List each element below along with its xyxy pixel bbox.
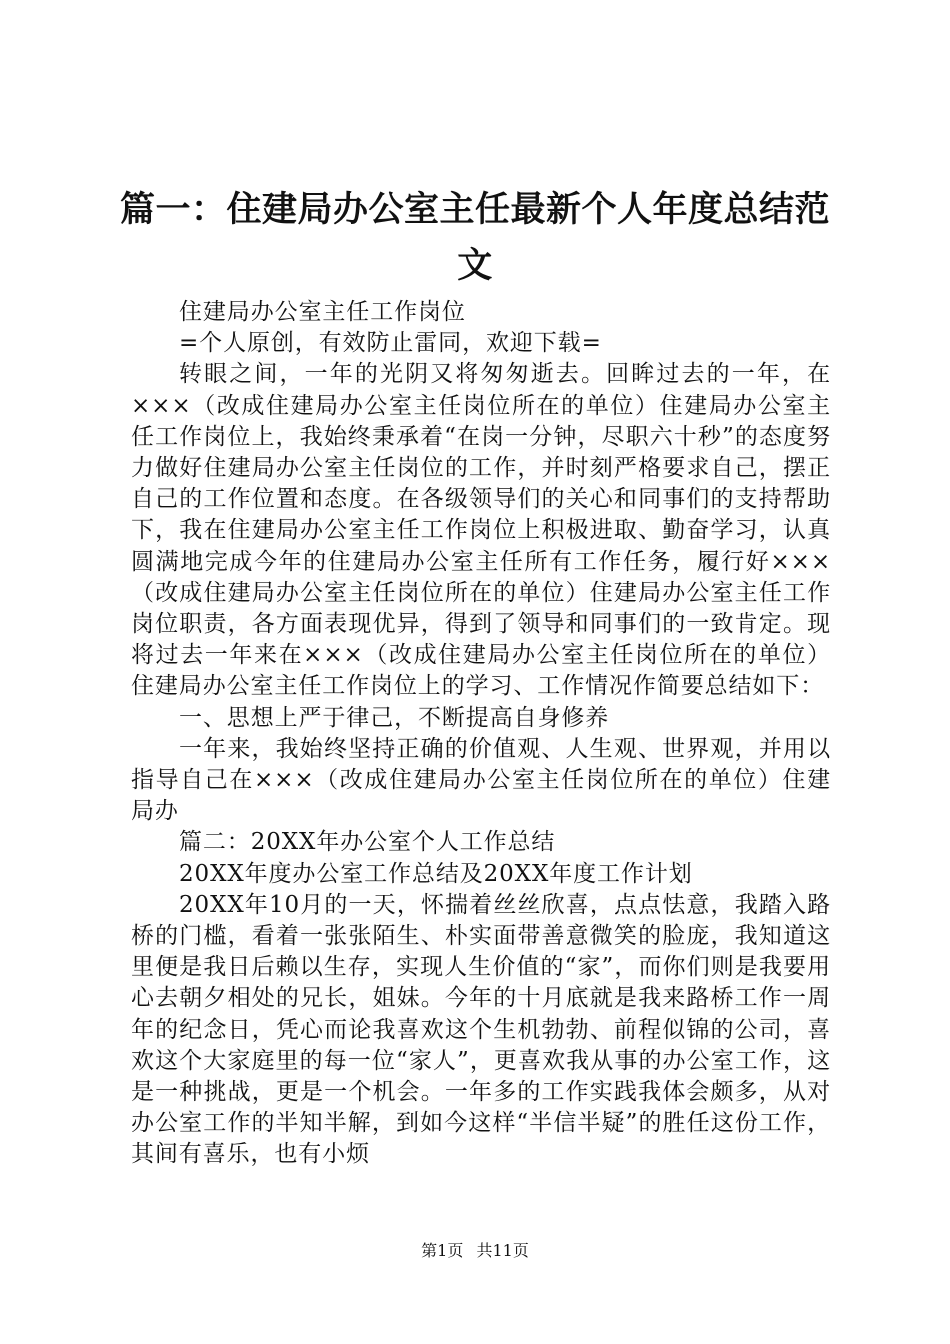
paragraph-section-1: 一年来，我始终坚持正确的价值观、人生观、世界观，并用以指导自己在×××（改成住建局办公室主任岗位所在的单位）住建局办 (131, 735, 831, 825)
page-number: 第1页 (421, 1241, 464, 1260)
document-title: 篇一：住建局办公室主任最新个人年度总结范文 (120, 190, 831, 286)
paragraph-subtitle: 20XX年度办公室工作总结及20XX年度工作计划 (179, 860, 693, 887)
page-total: 共11页 (476, 1241, 529, 1260)
paragraph-intro: 转眼之间，一年的光阴又将匆匆逝去。回眸过去的一年，在×××（改成住建局办公室主任岗位所在的单位）住建局办公室主任工作岗位上，我始终秉承着“在岗一分钟，尽职六十秒”的态度努力做好住建局办公室主任岗位的工作，并时刻严格要求自己，摆正自己的工作位置和态度。在各级领导们的关心和同事们的支持帮助下，我在住建局办公室主任工作岗位上积极进取、勤奋学习，认真圆满地完成今年的住建局办公室主任所有工作任务，履行好×××（改成住建局办公室主任岗位所在的单位）住建局办公室主任工作岗位职责，各方面表现优异，得到了领导和同事们的一致肯定。现将过去一年来在×××（改成住建局办公室主任岗位所在的单位）住建局办公室主任工作岗位上的学习、工作情况作简要总结如下： (131, 361, 831, 700)
paragraph-notice: =个人原创，有效防止雷同，欢迎下载= (179, 330, 602, 357)
section-heading-part-2: 篇二：20XX年办公室个人工作总结 (179, 829, 556, 856)
page-footer (0, 1241, 950, 1261)
paragraph-position-name: 住建局办公室主任工作岗位 (179, 299, 466, 325)
document-body (131, 297, 831, 1171)
section-heading-1: 一、思想上严于律己，不断提高自身修养 (179, 704, 610, 731)
paragraph-part-2-body: 20XX年10月的一天，怀揣着丝丝欣喜，点点怯意，我踏入路桥的门槛，看着一张张陌生、朴实面带善意微笑的脸庞，我知道这里便是我日后赖以生存，实现人生价值的“家”，而你们则是我要用心去朝夕相处的兄长，姐妹。今年的十月底就是我来路桥工作一周年的纪念日，凭心而论我喜欢这个生机勃勃、前程似锦的公司，喜欢这个大家庭里的每一位“家人”，更喜欢我从事的办公室工作，这是一种挑战，更是一个机会。一年多的工作实践我体会颇多，从对办公室工作的半知半解，到如今这样“半信半疑”的胜任这份工作，其间有喜乐，也有小烦 (131, 891, 831, 1168)
